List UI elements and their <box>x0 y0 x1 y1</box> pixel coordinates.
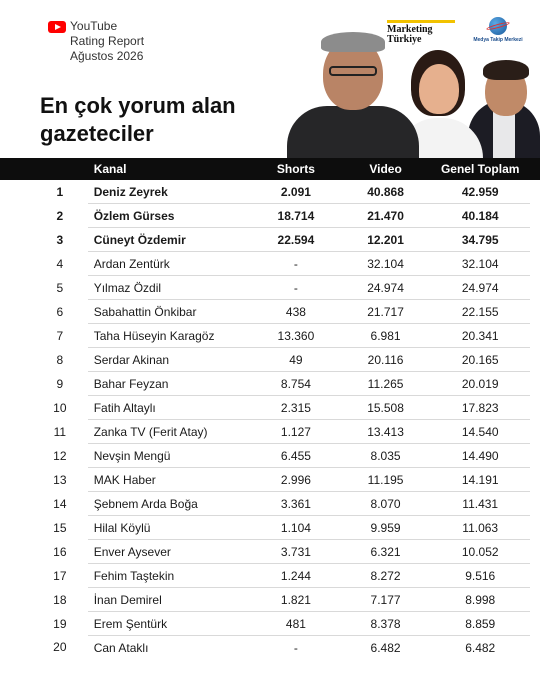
rank-cell: 17 <box>53 568 67 583</box>
rank-cell: 15 <box>53 520 67 535</box>
header-kanal: Kanal <box>93 162 127 176</box>
shorts-cell: - <box>251 276 341 300</box>
total-cell: 42.959 <box>430 180 530 204</box>
youtube-logo-icon <box>48 21 66 33</box>
table-row <box>0 564 540 588</box>
channel-name-cell: Fehim Taştekin <box>88 564 251 588</box>
page-title <box>40 92 290 148</box>
shorts-cell: 22.594 <box>251 228 341 252</box>
total-cell: 22.155 <box>430 300 530 324</box>
table-body <box>0 180 540 659</box>
total-cell: 24.974 <box>430 276 530 300</box>
channel-name-cell: Nevşin Mengü <box>88 444 251 468</box>
channel-name-cell: Şebnem Arda Boğa <box>88 492 251 516</box>
shorts-cell: 1.127 <box>251 420 341 444</box>
table-row <box>0 468 540 492</box>
rating-table <box>0 158 540 659</box>
video-cell: 24.974 <box>341 276 431 300</box>
table-row <box>0 636 540 660</box>
channel-name-cell: Can Ataklı <box>93 640 149 655</box>
shorts-cell: 1.821 <box>251 588 341 612</box>
shorts-cell: 3.731 <box>251 540 341 564</box>
channel-name-cell: Özlem Gürses <box>88 204 251 228</box>
shorts-cell: 8.754 <box>251 372 341 396</box>
video-cell: 12.201 <box>341 228 431 252</box>
table-row <box>0 516 540 540</box>
table-row <box>0 180 540 204</box>
video-cell: 7.177 <box>341 588 431 612</box>
video-cell: 6.981 <box>341 324 431 348</box>
report-info <box>70 19 144 64</box>
logo-accent-bar <box>387 20 455 23</box>
total-cell: 14.490 <box>430 444 530 468</box>
channel-name-cell: Taha Hüseyin Karagöz <box>88 324 251 348</box>
total-cell: 9.516 <box>430 564 530 588</box>
shorts-cell: 1.104 <box>251 516 341 540</box>
shorts-cell: 1.244 <box>251 564 341 588</box>
channel-name-cell: Enver Aysever <box>88 540 251 564</box>
table-row <box>0 252 540 276</box>
total-cell: 14.191 <box>430 468 530 492</box>
table-row <box>0 324 540 348</box>
total-cell: 8.998 <box>430 588 530 612</box>
rank-cell: 4 <box>56 256 64 271</box>
header-rank <box>0 158 88 180</box>
rank-cell: 3 <box>56 232 64 247</box>
table-row <box>0 396 540 420</box>
table-row <box>0 228 540 252</box>
channel-name-cell: Serdar Akinan <box>88 348 251 372</box>
rank-cell: 6 <box>56 304 64 319</box>
total-cell: 6.482 <box>465 640 496 655</box>
table-row <box>0 540 540 564</box>
table-row <box>0 276 540 300</box>
channel-name-cell: Zanka TV (Ferit Atay) <box>88 420 251 444</box>
total-cell: 17.823 <box>430 396 530 420</box>
rank-cell: 18 <box>53 592 67 607</box>
marketing-turkiye-logo-text: Marketing Türkiye <box>387 24 433 45</box>
rank-cell: 13 <box>53 472 67 487</box>
table-row <box>0 444 540 468</box>
table-row <box>0 612 540 636</box>
total-cell: 40.184 <box>430 204 530 228</box>
total-cell: 8.859 <box>430 612 530 636</box>
total-cell: 34.795 <box>430 228 530 252</box>
shorts-cell: 6.455 <box>251 444 341 468</box>
video-cell: 40.868 <box>341 180 431 204</box>
platform-label: YouTube <box>70 19 118 33</box>
shorts-cell: 2.315 <box>251 396 341 420</box>
rank-cell: 7 <box>56 328 64 343</box>
title-line-1: En çok yorum alan <box>40 93 236 118</box>
total-cell: 10.052 <box>430 540 530 564</box>
channel-name-cell: Yılmaz Özdil <box>88 276 251 300</box>
shorts-cell: - <box>251 252 341 276</box>
video-cell: 20.116 <box>341 348 431 372</box>
rank-cell: 11 <box>53 424 67 439</box>
video-cell: 8.035 <box>341 444 431 468</box>
header-video: Video <box>369 162 402 176</box>
channel-name-cell: Deniz Zeyrek <box>88 180 251 204</box>
report-header <box>0 0 540 158</box>
video-cell: 8.378 <box>341 612 431 636</box>
video-cell: 32.104 <box>341 252 431 276</box>
rank-cell: 16 <box>53 544 67 559</box>
video-cell: 15.508 <box>341 396 431 420</box>
table-row <box>0 300 540 324</box>
shorts-cell: 438 <box>251 300 341 324</box>
channel-name-cell: Cüneyt Özdemir <box>88 228 251 252</box>
rank-cell: 1 <box>56 184 64 199</box>
table-row <box>0 348 540 372</box>
channel-name-cell: MAK Haber <box>88 468 251 492</box>
shorts-cell: 18.714 <box>251 204 341 228</box>
header-shorts: Shorts <box>276 162 315 176</box>
table-row <box>0 492 540 516</box>
shorts-cell: 481 <box>251 612 341 636</box>
table-row <box>0 420 540 444</box>
rank-cell: 8 <box>56 352 64 367</box>
total-cell: 20.165 <box>430 348 530 372</box>
video-cell: 21.470 <box>341 204 431 228</box>
total-cell: 20.341 <box>430 324 530 348</box>
channel-name-cell: Fatih Altaylı <box>88 396 251 420</box>
video-cell: 6.482 <box>370 640 401 655</box>
rank-cell: 14 <box>53 496 67 511</box>
shorts-cell: 2.091 <box>251 180 341 204</box>
total-cell: 32.104 <box>430 252 530 276</box>
report-label: Rating Report <box>70 34 145 48</box>
video-cell: 9.959 <box>341 516 431 540</box>
channel-name-cell: Sabahattin Önkibar <box>88 300 251 324</box>
table-header-row <box>0 158 540 180</box>
shorts-cell: 49 <box>251 348 341 372</box>
rank-cell: 12 <box>53 448 67 463</box>
video-cell: 8.272 <box>341 564 431 588</box>
shorts-cell: 3.361 <box>251 492 341 516</box>
table-row <box>0 204 540 228</box>
shorts-cell: - <box>293 640 298 655</box>
rank-cell: 9 <box>56 376 64 391</box>
channel-name-cell: İnan Demirel <box>88 588 251 612</box>
channel-name-cell: Bahar Feyzan <box>88 372 251 396</box>
channel-name-cell: Erem Şentürk <box>88 612 251 636</box>
total-cell: 20.019 <box>430 372 530 396</box>
video-cell: 6.321 <box>341 540 431 564</box>
period-label: Ağustos 2026 <box>70 49 144 63</box>
rank-cell: 10 <box>53 400 67 415</box>
shorts-cell: 2.996 <box>251 468 341 492</box>
journalist-photos <box>285 30 540 158</box>
table-row <box>0 588 540 612</box>
total-cell: 14.540 <box>430 420 530 444</box>
video-cell: 11.265 <box>341 372 431 396</box>
video-cell: 11.195 <box>341 468 431 492</box>
channel-name-cell: Hilal Köylü <box>88 516 251 540</box>
medya-takip-merkezi-logo-text: Medya Takip Merkezi <box>473 37 523 43</box>
rank-cell: 20 <box>53 640 67 655</box>
total-cell: 11.431 <box>430 492 530 516</box>
total-cell: 11.063 <box>430 516 530 540</box>
channel-name-cell: Ardan Zentürk <box>88 252 251 276</box>
rank-cell: 19 <box>53 616 67 631</box>
title-line-2: gazeteciler <box>40 121 154 146</box>
rank-cell: 5 <box>56 280 64 295</box>
shorts-cell: 13.360 <box>251 324 341 348</box>
rank-cell: 2 <box>56 208 64 223</box>
header-genel-toplam: Genel Toplam <box>440 162 520 176</box>
video-cell: 8.070 <box>341 492 431 516</box>
video-cell: 13.413 <box>341 420 431 444</box>
table-row <box>0 372 540 396</box>
video-cell: 21.717 <box>341 300 431 324</box>
